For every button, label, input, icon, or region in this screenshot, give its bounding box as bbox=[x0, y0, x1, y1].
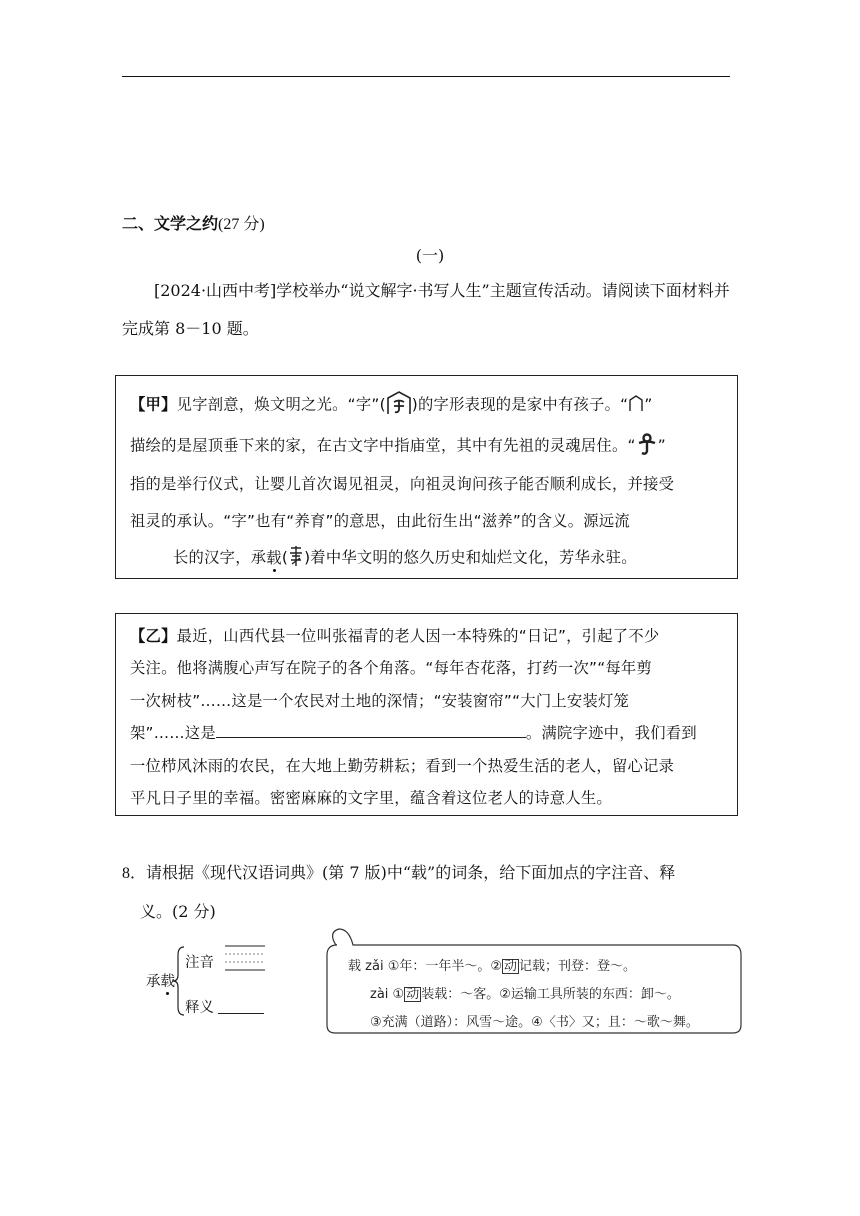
section-title-text: 二、文学之约 bbox=[122, 214, 219, 233]
material-yi-box bbox=[115, 613, 738, 816]
verb-tag: 动 bbox=[504, 959, 518, 974]
dict-row-3: ③充满（道路）：风雪～途。④〈书〉又；且：～歌～舞。 bbox=[370, 1015, 699, 1030]
yi-line-1: 【乙】最近，山西代县一位叫张福青的老人因一本特殊的“日记”，引起了不少 bbox=[130, 627, 660, 645]
meaning-label: 释义 bbox=[185, 1000, 214, 1016]
dict-headword: 载 bbox=[348, 959, 362, 974]
answer-blank[interactable] bbox=[216, 723, 526, 738]
dotted-char-zai-answer: 载 bbox=[160, 974, 175, 990]
dotted-char-zai: 载 bbox=[266, 548, 282, 567]
yi-line-5: 一位栉风沐雨的农民，在大地上勤劳耕耘；看到一个热爱生活的老人，留心记录 bbox=[130, 757, 675, 775]
dict-row-1: 载 zǎi ①年：一年半～。② 动 记载；刊登：登～。 bbox=[348, 959, 637, 974]
literary-tag: 〈书〉 bbox=[542, 1015, 582, 1030]
jia-line-4: 祖灵的承认。“字”也有“养育”的意思，由此衍生出“滋养”的含义。源远流 bbox=[130, 512, 630, 530]
section-title bbox=[122, 211, 265, 234]
question-8-line-2: 义。(2 分) bbox=[140, 902, 216, 921]
material-jia-box bbox=[115, 375, 738, 579]
pinyin-label: 注音 bbox=[185, 955, 214, 971]
meaning-answer-line[interactable] bbox=[218, 1013, 264, 1014]
yi-line-3: 一次树枝”……这是一个农民对土地的深情；“安装窗帘”“大门上安装灯笼 bbox=[130, 692, 630, 710]
top-rule bbox=[122, 76, 730, 77]
section-points: (27 分) bbox=[218, 216, 265, 233]
ancient-zai-glyph-icon bbox=[288, 545, 304, 571]
jia-line-3: 指的是举行仪式，让婴儿首次谒见祖灵，向祖灵询问孩子能否顺利成长，并接受 bbox=[130, 475, 675, 493]
ancient-child-glyph-icon bbox=[636, 432, 658, 460]
yi-line-2: 关注。他将满腹心声写在院子的各个角落。“每年杏花落，打药一次”“每年剪 bbox=[130, 659, 653, 677]
jia-line-2: 描绘的是屋顶垂下来的家，在古文字中指庙堂，其中有先祖的灵魂居住。“ ” bbox=[130, 432, 727, 460]
brace-icon bbox=[172, 945, 186, 1021]
question-number: 8． bbox=[122, 865, 147, 882]
jia-tag: 【甲】 bbox=[130, 395, 177, 414]
part-label: (一) bbox=[415, 246, 445, 265]
yi-line-4: 架”……这是 。满院字迹中，我们看到 bbox=[130, 724, 697, 742]
ancient-zi-glyph-icon bbox=[386, 390, 412, 420]
target-word: 承载 bbox=[146, 974, 175, 990]
dict-row-2: zài ① 动 装载：～客。②运输工具所装的东西：卸～。 bbox=[370, 987, 680, 1002]
jia-line-5: 长的汉字，承载( )着中华文明的悠久历史和灿烂文化，芳华永驻。 bbox=[173, 545, 727, 571]
pinyin-answer-lines[interactable] bbox=[225, 945, 265, 975]
ancient-roof-glyph-icon bbox=[628, 394, 644, 416]
jia-line-1: 【甲】见字剖意，焕文明之光。“字”( )的字形表现的是家中有孩子。“ ” bbox=[130, 390, 727, 420]
yi-tag: 【乙】 bbox=[130, 627, 177, 645]
intro-paragraph: [2024·山西中考]学校举办“说文解字·书写人生”主题宣传活动。请阅读下面材料并完成第 8－10 题。 bbox=[122, 281, 730, 338]
dictionary-entry-callout bbox=[323, 925, 743, 1037]
question-8 bbox=[122, 854, 734, 931]
question-8-line-1: 8．请根据《现代汉语词典》(第 7 版)中“载”的词条，给下面加点的字注音、释 bbox=[122, 863, 676, 882]
yi-line-6: 平凡日子里的幸福。密密麻麻的文字里，蕴含着这位老人的诗意人生。 bbox=[130, 789, 612, 807]
verb-tag-2: 动 bbox=[406, 987, 420, 1002]
